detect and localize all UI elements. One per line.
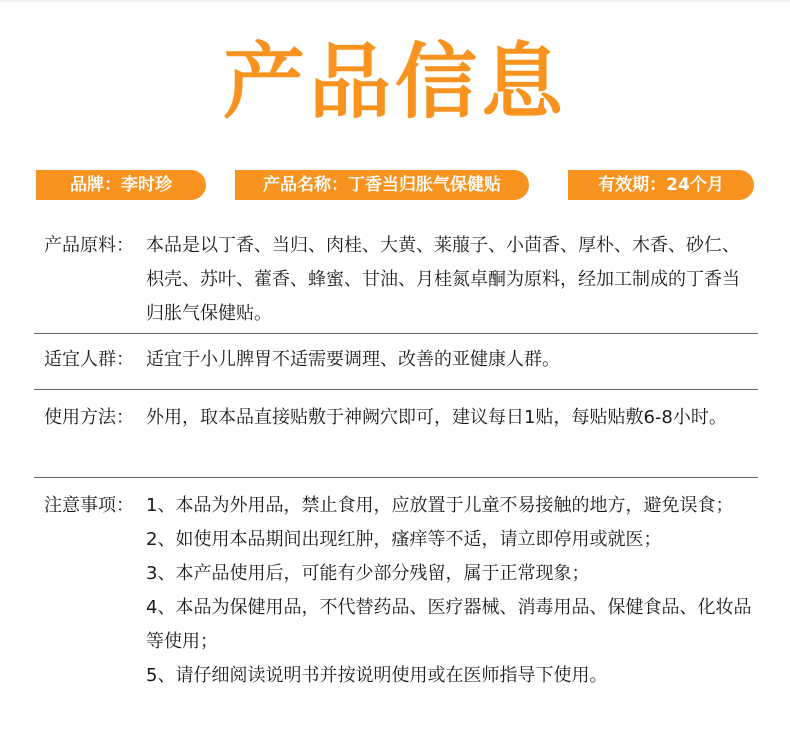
usage-section	[44, 401, 754, 435]
notes-list	[146, 489, 754, 693]
page-title: 产品信息	[222, 35, 567, 130]
ingredients-section	[44, 229, 754, 331]
brand-tag: 品牌：李时珍	[36, 170, 206, 200]
ingredients-label: 产品原料：	[44, 235, 134, 256]
ingredients-value: 本品是以丁香、当归、肉桂、大黄、莱菔子、小茴香、厚朴、木香、砂仁、枳壳、苏叶、藿香、蜂蜜、甘油、月桂氮卓酮为原料，经加工制成的丁香当归胀气保健贴。	[146, 235, 740, 324]
audience-section	[44, 343, 754, 377]
validity-tag: 有效期：24个月	[568, 170, 754, 200]
note-item: 2、如使用本品期间出现红肿，瘙痒等不适，请立即停用或就医；	[146, 529, 662, 550]
notes-label: 注意事项：	[44, 495, 134, 516]
audience-value: 适宜于小儿脾胃不适需要调理、改善的亚健康人群。	[146, 349, 560, 370]
divider	[34, 389, 758, 390]
notes-section	[44, 489, 754, 693]
audience-label: 适宜人群：	[44, 349, 134, 370]
divider	[34, 477, 758, 478]
note-item: 5、请仔细阅读说明书并按说明使用或在医师指导下使用。	[146, 665, 608, 686]
divider	[34, 333, 758, 334]
usage-label: 使用方法：	[44, 407, 134, 428]
note-item: 1、本品为外用品，禁止食用，应放置于儿童不易接触的地方，避免误食；	[146, 495, 734, 516]
product-name-tag: 产品名称：丁香当归胀气保健贴	[235, 170, 529, 200]
top-border	[0, 0, 790, 2]
note-item: 4、本品为保健用品，不代替药品、医疗器械、消毒用品、保健食品、化妆品等使用；	[146, 597, 752, 652]
note-item: 3、本产品使用后，可能有少部分残留，属于正常现象；	[146, 563, 590, 584]
usage-value: 外用，取本品直接贴敷于神阙穴即可，建议每日1贴，每贴贴敷6-8小时。	[146, 407, 727, 428]
